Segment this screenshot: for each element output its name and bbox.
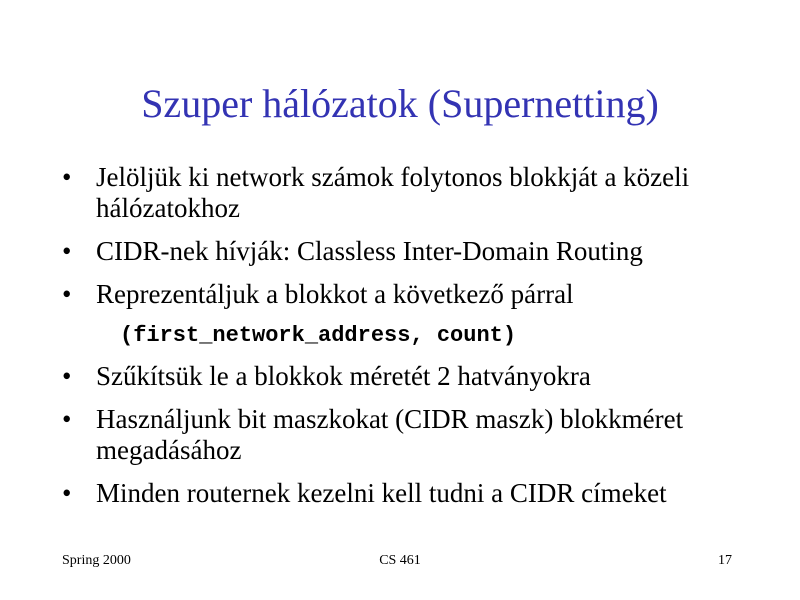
bullet-marker: • [62,478,72,508]
bullet-marker: • [62,279,72,309]
bullet-text: CIDR-nek hívják: Classless Inter-Domain Routing [96,236,643,266]
bullet-item [60,279,760,310]
bullet-text: Jelöljük ki network számok folytonos blokkját a közeli hálózatokhoz [96,162,690,223]
slide-title: Szuper hálózatok (Supernetting) [141,81,659,126]
bullet-text: Minden routernek kezelni kell tudni a CIDR címeket [96,478,667,508]
bullet-list [60,162,760,521]
bullet-item [60,162,760,224]
footer-page-number: 17 [718,553,732,568]
bullet-text: Reprezentáljuk a blokkot a következő párral [96,279,574,309]
bullet-text: Szűkítsük le a blokkok méretét 2 hatványokra [96,361,591,391]
bullet-marker: • [62,404,72,434]
footer-course-code: CS 461 [379,553,421,568]
bullet-item [60,236,760,267]
code-line: (first_network_address, count) [120,323,517,348]
bullet-text: Használjunk bit maszkokat (CIDR maszk) blokkméret megadásához [96,404,684,465]
bullet-item [60,478,760,509]
bullet-marker: • [62,236,72,266]
bullet-marker: • [62,162,72,192]
bullet-item [60,404,760,466]
bullet-marker: • [62,361,72,391]
bullet-item [60,361,760,392]
footer-course-term: Spring 2000 [62,553,131,568]
